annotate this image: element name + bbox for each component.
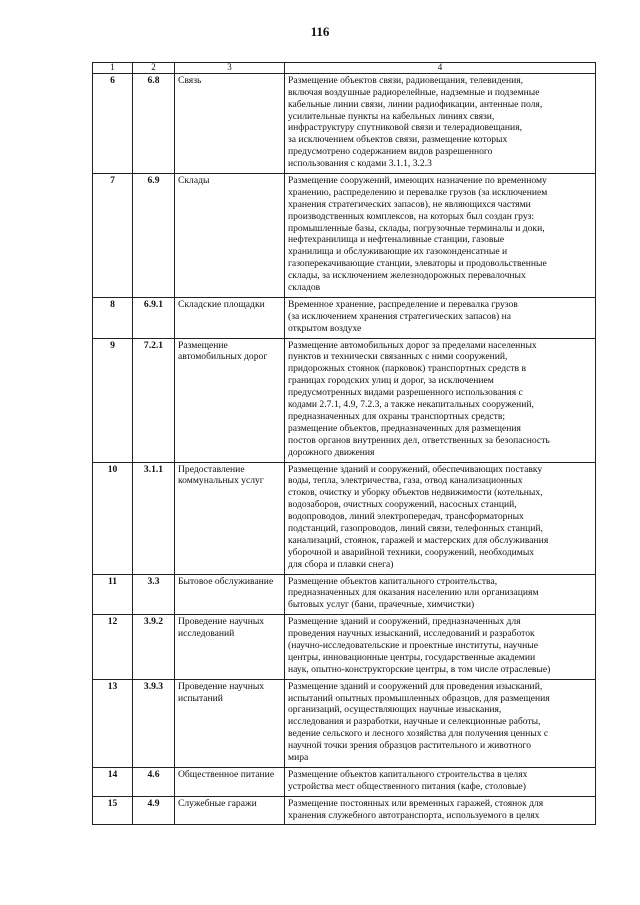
description-line: включая воздушные радиорелейные, надземные и подземные: [288, 86, 540, 98]
description-line: для сбора и плавки снега): [288, 558, 394, 570]
use-name: Размещение автомобильных дорог: [175, 338, 285, 462]
use-code: 3.1.1: [133, 462, 175, 574]
use-description: [285, 574, 596, 615]
description-line: испытаний опытных промышленных образцов, для размещения: [288, 692, 550, 704]
use-code: 6.9.1: [133, 297, 175, 338]
description-line: (за исключением хранения стратегических запасов) на: [288, 310, 512, 322]
description-line: предусмотренных видами разрешенного использования с: [288, 387, 523, 399]
description-line: хранения служебного автотранспорта, используемого в целях: [288, 809, 540, 821]
description-line: хранилища и обслуживающие их газоконденсатные и: [288, 246, 508, 258]
use-description: [285, 338, 596, 462]
use-code: 3.9.3: [133, 679, 175, 767]
description-line: стоков, очистку и уборку объектов недвижимости (котельных,: [288, 487, 543, 499]
description-line: Размещение автомобильных дорог за пределами населенных: [288, 339, 537, 351]
description-line: организаций, осуществляющих научные изыскания,: [288, 704, 502, 716]
use-name: Складские площадки: [175, 297, 285, 338]
use-description: [285, 767, 596, 796]
table-row: [93, 796, 596, 825]
description-line: предусмотрено содержанием видов разрешенного: [288, 146, 493, 158]
description-line: Размещение объектов капитального строительства в целях: [288, 768, 528, 780]
use-description: [285, 462, 596, 574]
description-line: научной точки зрения образцов растительного и животного: [288, 740, 532, 752]
use-code: 3.9.2: [133, 615, 175, 679]
description-line: (научно-исследовательские и проектные институты, научные: [288, 639, 538, 651]
row-number: 14: [93, 767, 133, 796]
row-number: 6: [93, 73, 133, 173]
description-line: нефтехранилища и нефтеналивные станции, газовые: [288, 234, 505, 246]
description-line: проведения научных изысканий, исследований и разработок: [288, 628, 535, 640]
description-line: складов: [288, 282, 321, 294]
use-description: [285, 796, 596, 825]
description-line: уборочной и аварийной техники, сооружений, необходимых: [288, 546, 535, 558]
table-row: [93, 338, 596, 462]
description-line: промышленные базы, склады, погрузочные терминалы и доки,: [288, 222, 545, 234]
description-line: границах городских улиц и дорог, за исключением: [288, 375, 494, 387]
row-number: 8: [93, 297, 133, 338]
row-number: 13: [93, 679, 133, 767]
description-line: Размещение постоянных или временных гаражей, стоянок для: [288, 797, 544, 809]
description-line: Размещение зданий и сооружений, предназначенных для: [288, 616, 521, 628]
use-code: 4.6: [133, 767, 175, 796]
use-name: Общественное питание: [175, 767, 285, 796]
description-line: мира: [288, 751, 309, 763]
description-line: Временное хранение, распределение и перевалка грузов: [288, 298, 518, 310]
header-col-4: 4: [285, 63, 596, 74]
description-line: Размещение зданий и сооружений для проведения изысканий,: [288, 680, 543, 692]
description-line: использования с кодами 3.1.1, 3.2.3: [288, 158, 432, 170]
description-line: Размещение объектов капитального строительства,: [288, 575, 498, 587]
use-name: Предоставление коммунальных услуг: [175, 462, 285, 574]
use-code: 7.2.1: [133, 338, 175, 462]
use-description: [285, 297, 596, 338]
use-code: 4.9: [133, 796, 175, 825]
description-line: устройства мест общественного питания (кафе, столовые): [288, 780, 526, 792]
description-line: кодами 2.7.1, 4.9, 7.2.3, а также некапитальных сооружений,: [288, 399, 534, 411]
table-row: [93, 297, 596, 338]
description-line: подстанций, газопроводов, линий связи, телефонных станций,: [288, 522, 543, 534]
description-line: размещение объектов, предназначенных для размещения: [288, 422, 521, 434]
row-number: 10: [93, 462, 133, 574]
land-use-table: [92, 62, 596, 825]
description-line: канализаций, стоянок, гаражей и мастерских для обслуживания: [288, 534, 549, 546]
description-line: воды, тепла, электричества, газа, отвод канализационных: [288, 475, 523, 487]
description-line: усилительные пункты на кабельных линиях связи,: [288, 110, 495, 122]
table-row: [93, 174, 596, 298]
description-line: инфраструктуру спутниковой связи и телерадиовещания,: [288, 122, 523, 134]
description-line: бытовых услуг (бани, прачечные, химчистки): [288, 599, 475, 611]
use-name: Связь: [175, 73, 285, 173]
description-line: за исключением объектов связи, размещение которых: [288, 134, 508, 146]
description-line: кабельные линии связи, линии радиофикации, антенные поля,: [288, 98, 543, 110]
description-line: постов органов внутренних дел, ответственных за безопасность: [288, 434, 550, 446]
use-description: [285, 679, 596, 767]
row-number: 12: [93, 615, 133, 679]
description-line: предназначенных для оказания населению или организациям: [288, 587, 539, 599]
description-line: дорожного движения: [288, 446, 375, 458]
use-description: [285, 174, 596, 298]
description-line: Размещение зданий и сооружений, обеспечивающих поставку: [288, 463, 543, 475]
header-col-2: 2: [133, 63, 175, 74]
table-row: [93, 73, 596, 173]
description-line: Размещение сооружений, имеющих назначение по временному: [288, 175, 547, 187]
header-col-3: 3: [175, 63, 285, 74]
table-row: [93, 615, 596, 679]
description-line: хранению, распределению и перевалке грузов (за исключением: [288, 186, 548, 198]
description-line: наук, опытно-конструкторские центры, в том числе отраслевые): [288, 663, 551, 675]
page-number: 116: [310, 24, 330, 39]
row-number: 7: [93, 174, 133, 298]
use-code: 6.9: [133, 174, 175, 298]
table-row: [93, 767, 596, 796]
table-row: [93, 462, 596, 574]
use-code: 6.8: [133, 73, 175, 173]
use-name: Бытовое обслуживание: [175, 574, 285, 615]
row-number: 15: [93, 796, 133, 825]
description-line: центры, инновационные центры, государственные академии: [288, 651, 536, 663]
row-number: 11: [93, 574, 133, 615]
description-line: ведение сельского и лесного хозяйства для получения ценных с: [288, 728, 549, 740]
description-line: исследования и разработки, научные и селекционные работы,: [288, 716, 541, 728]
use-name: Служебные гаражи: [175, 796, 285, 825]
description-line: Размещение объектов связи, радиовещания, телевидения,: [288, 74, 524, 86]
use-name: Склады: [175, 174, 285, 298]
description-line: пунктов и технически связанных с ними сооружений,: [288, 351, 508, 363]
description-line: водопроводов, линий электропередач, трансформаторных: [288, 511, 524, 523]
use-code: 3.3: [133, 574, 175, 615]
description-line: склады, за исключением железнодорожных перевалочных: [288, 270, 526, 282]
use-name: Проведение научных исследований: [175, 615, 285, 679]
header-col-1: 1: [93, 63, 133, 74]
description-line: открытом воздухе: [288, 322, 362, 334]
row-number: 9: [93, 338, 133, 462]
description-line: газоперекачивающие станции, элеваторы и продовольственные: [288, 258, 547, 270]
use-description: [285, 615, 596, 679]
table-row: [93, 679, 596, 767]
table-row: [93, 574, 596, 615]
description-line: водозаборов, очистных сооружений, насосных станций,: [288, 499, 517, 511]
table-header-row: [93, 63, 596, 74]
use-description: [285, 73, 596, 173]
description-line: предназначенных для охраны транспортных средств;: [288, 410, 506, 422]
description-line: производственных комплексов, на которых был создан груз:: [288, 210, 535, 222]
description-line: придорожных стоянок (парковок) транспортных средств в: [288, 363, 527, 375]
description-line: хранения стратегических запасов), не являющихся частями: [288, 198, 531, 210]
use-name: Проведение научных испытаний: [175, 679, 285, 767]
